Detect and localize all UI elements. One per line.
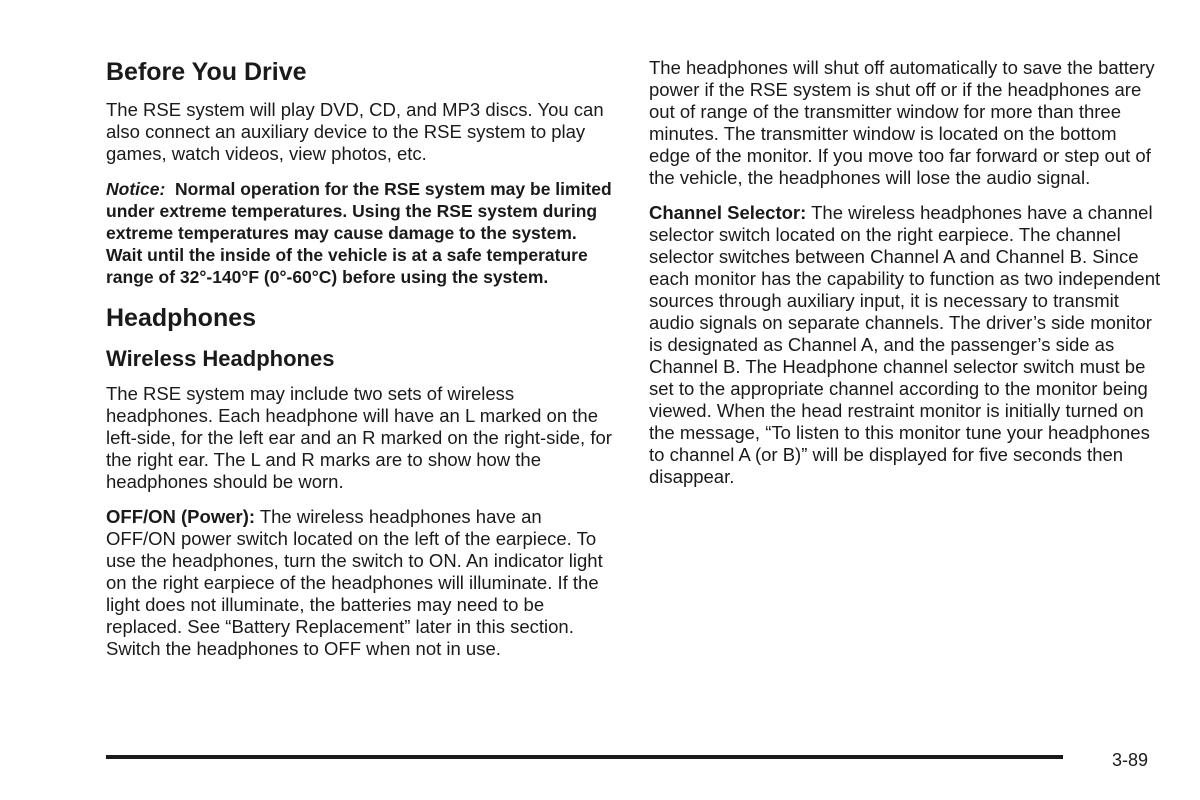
channel-selector-text: The wireless headphones have a channel selector switch located on the right earpiece. The channel selector switches between Channel A and Channel B. Since each monitor has the capability to function as two independent sources through auxiliary input, it is necessary to transmit audio signals on separate channels. The driver’s side monitor is designated as Channel A, and the passenger’s side as Channel B. The Headphone channel selector switch must be set to the appropriate channel according to the monitor being viewed. When the head restraint monitor is initially turned on the message, “To listen to this monitor tune your headphones to channel A (or B)” will be displayed for five seconds then disappear. (649, 202, 1161, 487)
power-paragraph (106, 506, 616, 660)
rse-intro-paragraph: The RSE system will play DVD, CD, and MP3 discs. You can also connect an auxiliary device to the RSE system to play games, watch videos, view photos, etc. (106, 99, 604, 164)
power-text: The wireless headphones have an OFF/ON power switch located on the left of the earpiece. To use the headphones, turn the switch to ON. An indicator light on the right earpiece of the headphones will illuminate. If the light does not illuminate, the batteries may need to be replaced. See “Battery Replacement” later in this section. Switch the headphones to OFF when not in use. (106, 506, 603, 659)
wireless-headphones-heading: Wireless Headphones (106, 346, 335, 371)
notice-label: Notice: (106, 179, 166, 199)
channel-selector-paragraph (649, 202, 1161, 488)
power-label: OFF/ON (Power): (106, 506, 256, 527)
shutoff-paragraph: The headphones will shut off automatically to save the battery power if the RSE system is shut off or if the headphones are out of range of the transmitter window for more than three minutes. The transmitter window is located on the bottom edge of the monitor. If you move too far forward or step out of the vehicle, the headphones will lose the audio signal. (649, 57, 1155, 188)
before-you-drive-heading: Before You Drive (106, 58, 307, 86)
headphones-heading: Headphones (106, 304, 257, 332)
footer-rule (106, 755, 1063, 759)
notice-paragraph (106, 178, 616, 288)
right-column (649, 57, 1161, 488)
notice-text: Normal operation for the RSE system may be limited under extreme temperatures. Using the RSE system during extreme temperatures may cause damage to the system. Wait until the inside of the vehicle is at a safe temperature range of 32°-140°F (0°-60°C) before using the system. (106, 179, 612, 287)
wireless-paragraph: The RSE system may include two sets of wireless headphones. Each headphone will have an L marked on the left-side, for the left ear and an R marked on the right-side, for the right ear. The L and R marks are to show how the headphones should be worn. (106, 383, 612, 492)
page-number: 3-89 (1112, 750, 1149, 770)
channel-selector-label: Channel Selector: (649, 202, 807, 223)
left-column (106, 57, 616, 660)
